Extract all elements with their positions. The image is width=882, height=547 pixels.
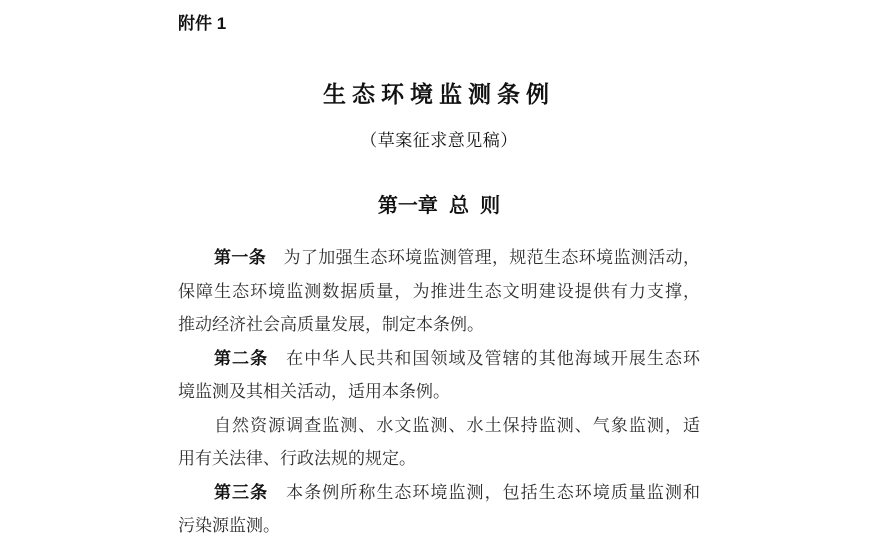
label-gap (268, 363, 285, 364)
page-content (178, 0, 700, 547)
document-body (178, 241, 700, 543)
label-gap (266, 262, 283, 263)
article-number: 第一条 (214, 248, 267, 267)
body-line (178, 308, 700, 342)
body-line (178, 342, 700, 376)
body-line (178, 375, 700, 409)
line-text: 本条例所称生态环境监测，包括生态环境质量监测和 (285, 482, 701, 502)
article-number: 第二条 (214, 348, 269, 368)
body-line (178, 509, 700, 543)
line-text: 境监测及其相关活动，适用本条例。 (178, 382, 450, 401)
line-text: 用有关法律、行政法规的规定。 (178, 449, 416, 468)
document-title: 生态环境监测条例 (323, 82, 555, 107)
chapter-heading: 第一章 总 则 (377, 195, 501, 217)
line-text: 推动经济社会高质量发展，制定本条例。 (178, 315, 484, 334)
line-text: 保障生态环境监测数据质量，为推进生态文明建设提供有力支撑， (178, 281, 700, 301)
document-subtitle: （草案征求意见稿） (360, 131, 518, 150)
body-line (178, 442, 700, 476)
line-text: 在中华人民共和国领域及管辖的其他海域开展生态环 (285, 348, 701, 368)
body-line (178, 476, 700, 510)
body-line (178, 275, 700, 309)
label-gap (268, 497, 285, 498)
body-line (178, 241, 700, 275)
line-text: 自然资源调查监测、水文监测、水土保持监测、气象监测，适 (214, 415, 700, 435)
article-number: 第三条 (214, 482, 269, 502)
attachment-label: 附件 1 (178, 14, 227, 33)
line-text: 污染源监测。 (178, 516, 280, 535)
body-line (178, 409, 700, 443)
line-text: 为了加强生态环境监测管理，规范生态环境监测活动， (283, 248, 701, 267)
